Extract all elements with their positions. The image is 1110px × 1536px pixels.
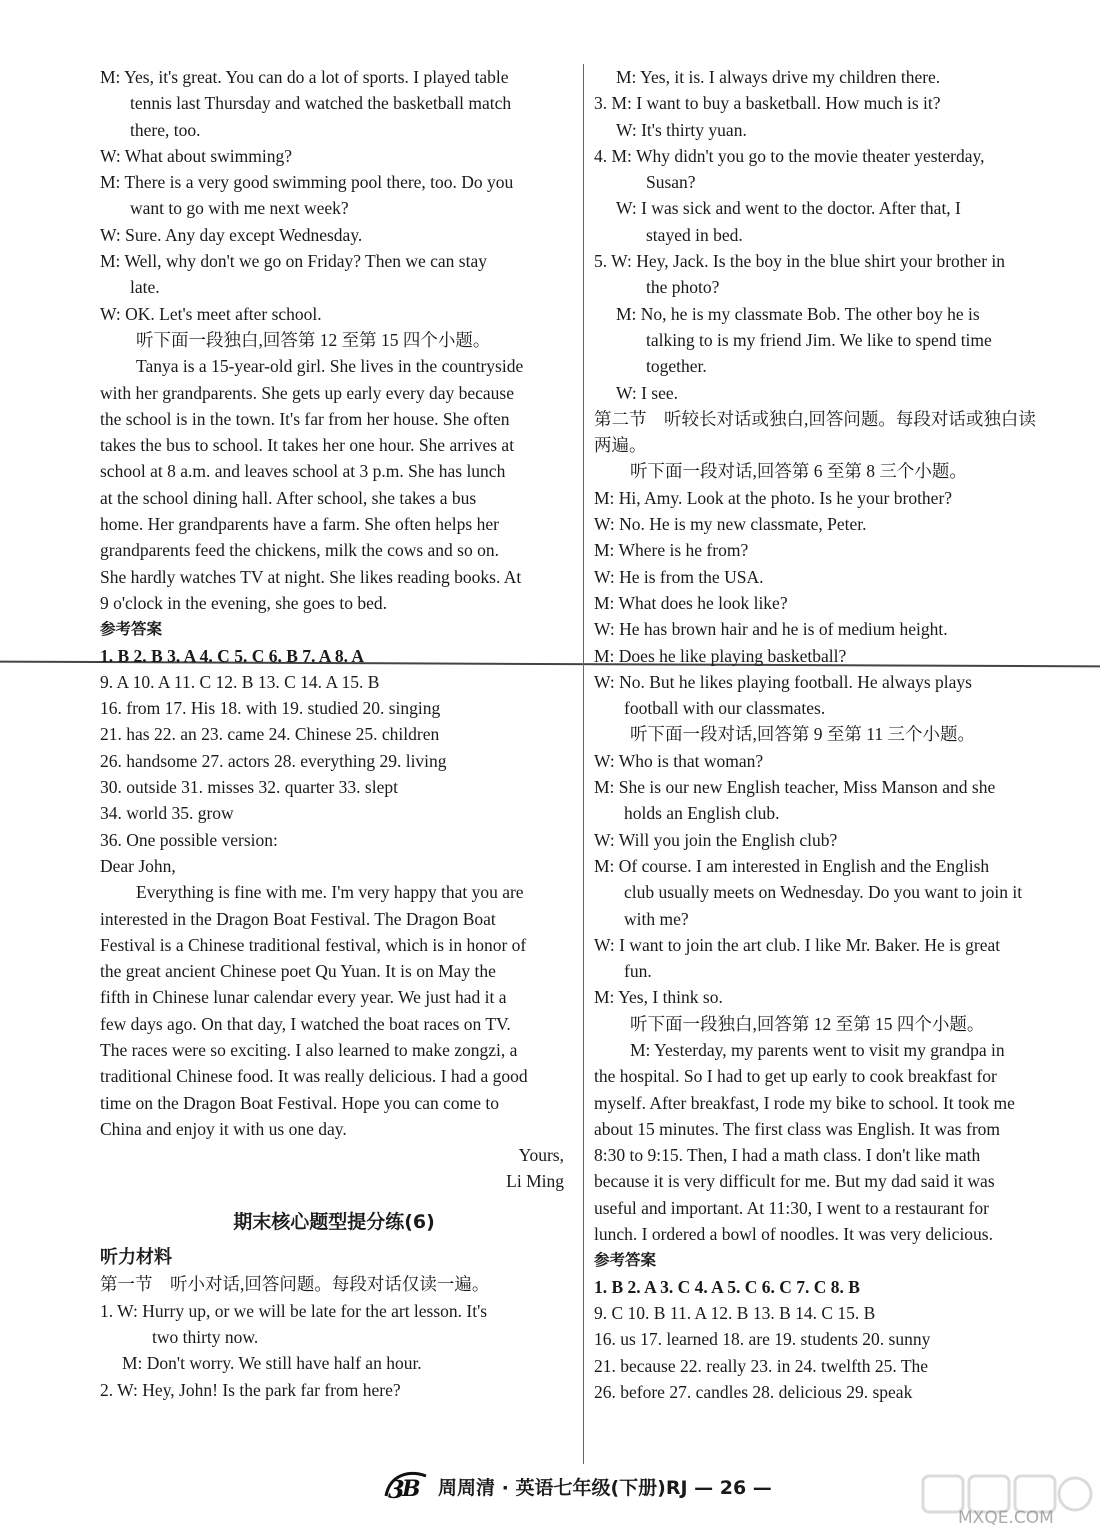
dialogue-line: W: No. But he likes playing football. He always plays [594,671,972,692]
passage-line: at the school dining hall. After school, she takes a bus [100,487,477,508]
dialogue-line: the photo? [646,277,720,298]
passage-line: M: Yesterday, my parents went to visit my grandpa in [630,1039,1005,1060]
left-column [100,64,568,1403]
dialogue-line: W: I see. [616,382,679,403]
letter-line: Festival is a Chinese traditional festival, which is in honor of [100,934,527,955]
dialogue-line: talking to is my friend Jim. We like to spend time [646,329,992,350]
footer-text: 周周清 · 英语七年级(下册)RJ — 26 — [438,1476,772,1499]
dialogue-line: M: She is our new English teacher, Miss Manson and she [594,777,996,798]
dialogue-line: W: Sure. Any day except Wednesday. [100,224,363,245]
dialogue-line: M: Yes, I think so. [594,987,723,1008]
dialogue-line: M: Well, why don't we go on Friday? Then we can stay [100,251,487,272]
right-column [594,64,1054,1405]
dialogue-line: M: Does he like playing basketball? [594,645,847,666]
dialogue-line: football with our classmates. [624,698,826,719]
answers-heading: 参考答案 [100,620,163,639]
letter-greeting: Dear John, [100,855,176,876]
answer-row: 1. B 2. A 3. C 4. A 5. C 6. C 7. C 8. B [594,1276,860,1297]
answer-row: 1. B 2. B 3. A 4. C 5. C 6. B 7. A 8. A [100,645,365,666]
listening-title: 听力材料 [100,1247,172,1269]
letter-line: the great ancient Chinese poet Qu Yuan. It is on May the [100,961,496,982]
passage-line: 8:30 to 9:15. Then, I had a math class. I don't like math [594,1145,981,1166]
letter-signature: Li Ming [506,1171,564,1192]
answer-row: 21. has 22. an 23. came 24. Chinese 25. children [100,724,440,745]
answer-row: 30. outside 31. misses 32. quarter 33. slept [100,777,398,798]
letter-line: fifth in Chinese lunar calendar every year. We just had it a [100,987,507,1008]
dialogue-line: W: He is from the USA. [594,566,764,587]
dialogue-line: club usually meets on Wednesday. Do you want to join it [624,882,1023,903]
dialogue-line: M: Where is he from? [594,540,749,561]
dialogue-line: fun. [624,961,652,982]
answer-row: 26. before 27. candles 28. delicious 29. speak [594,1381,913,1402]
dialogue-line: M: Don't worry. We still have half an hour. [122,1353,422,1374]
dialogue-line: M: Yes, it is. I always drive my children there. [616,67,941,87]
publisher-logo-icon [380,1466,432,1506]
section-instruction: 第二节 听较长对话或独白,回答问题。每段对话或独白读 [594,408,1036,429]
letter-line: China and enjoy it with us one day. [100,1118,347,1139]
answer-row: 21. because 22. really 23. in 24. twelfth 25. The [594,1355,929,1376]
passage-line: takes the bus to school. It takes her one hour. She arrives at [100,435,515,456]
passage-line: because it is very difficult for me. But my dad said it was [594,1171,995,1192]
dialogue-line: 1. W: Hurry up, or we will be late for the art lesson. It's [100,1300,488,1321]
passage-line: myself. After breakfast, I rode my bike to school. It took me [594,1092,1015,1113]
watermark-text: MXQE.COM [958,1508,1054,1528]
answer-row: 9. A 10. A 11. C 12. B 13. C 14. A 15. B [100,671,380,692]
dialogue-line: W: Who is that woman? [594,750,764,771]
passage-line: lunch. I ordered a bowl of noodles. It was very delicious. [594,1224,993,1245]
dialogue-line: M: Hi, Amy. Look at the photo. Is he your brother? [594,487,953,508]
dialogue-line: holds an English club. [624,803,780,824]
passage-line: useful and important. At 11:30, I went to a restaurant for [594,1197,989,1218]
dialogue-line: together. [646,356,707,377]
dialogue-line: 3. M: I want to buy a basketball. How much is it? [594,93,941,114]
passage-line: school at 8 a.m. and leaves school at 3 p.m. She has lunch [100,461,506,482]
section-instruction: 听下面一段对话,回答第 6 至第 8 三个小题。 [630,461,967,482]
dialogue-line: W: He has brown hair and he is of medium height. [594,619,948,640]
letter-line: traditional Chinese food. It was really delicious. I had a good [100,1066,528,1087]
letter-line: Everything is fine with me. I'm very happy that you are [136,882,524,903]
dialogue-line: there, too. [130,119,201,140]
passage-line: grandparents feed the chickens, milk the cows and so on. [100,540,499,561]
answer-row: 34. world 35. grow [100,803,234,824]
dialogue-line: 2. W: Hey, John! Is the park far from here? [100,1379,401,1400]
answer-row: 26. handsome 27. actors 28. everything 29. living [100,750,447,771]
passage-line: She hardly watches TV at night. She likes reading books. At [100,566,522,587]
dialogue-line: W: No. He is my new classmate, Peter. [594,514,867,535]
dialogue-line: M: There is a very good swimming pool there, too. Do you [100,172,514,193]
answer-row: 9. C 10. B 11. A 12. B 13. B 14. C 15. B [594,1302,876,1323]
dialogue-line: W: Will you join the English club? [594,829,838,850]
passage-line: the school is in the town. It's far from her house. She often [100,408,510,429]
letter-line: time on the Dragon Boat Festival. Hope you can come to [100,1092,500,1113]
passage-line: home. Her grandparents have a farm. She often helps her [100,514,499,535]
passage-line: 9 o'clock in the evening, she goes to bed. [100,592,387,613]
dialogue-line: M: What does he look like? [594,592,788,613]
dialogue-line: W: I want to join the art club. I like Mr. Baker. He is great [594,934,1001,955]
svg-text:3: 3 [388,1475,405,1504]
letter-line: few days ago. On that day, I watched the boat races on TV. [100,1013,511,1034]
page-footer [380,1466,772,1506]
letter-line: The races were so exciting. I also learned to make zongzi, a [100,1039,518,1060]
answer-row: 36. One possible version: [100,829,278,850]
passage-line: the hospital. So I had to get up early to cook breakfast for [594,1066,997,1087]
dialogue-line: tennis last Thursday and watched the basketball match [130,93,512,114]
dialogue-line: stayed in bed. [646,224,743,245]
section-instruction: 听下面一段独白,回答第 12 至第 15 四个小题。 [630,1013,985,1034]
svg-text:B: B [402,1476,421,1502]
dialogue-line: M: Yes, it's great. You can do a lot of sports. I played table [100,67,509,87]
letter-closing: Yours, [518,1145,564,1166]
dialogue-line: want to go with me next week? [130,198,349,219]
section-instruction: 听下面一段对话,回答第 9 至第 11 三个小题。 [630,724,975,745]
dialogue-line: M: No, he is my classmate Bob. The other boy he is [616,303,980,324]
dialogue-line: late. [130,277,160,298]
dialogue-line: M: Of course. I am interested in English and the English [594,855,990,876]
dialogue-line: two thirty now. [152,1326,259,1347]
passage-line: with her grandparents. She gets up early every day because [100,382,515,403]
answer-row: 16. us 17. learned 18. are 19. students 20. sunny [594,1329,931,1350]
dialogue-line: with me? [624,908,689,929]
answers-heading: 参考答案 [594,1251,657,1270]
passage-line: about 15 minutes. The first class was English. It was from [594,1118,1001,1139]
dialogue-line: W: What about swimming? [100,145,292,166]
dialogue-line: W: OK. Let's meet after school. [100,303,322,324]
section-instruction: 第一节 听小对话,回答问题。每段对话仅读一遍。 [100,1274,490,1295]
dialogue-line: 4. M: Why didn't you go to the movie theater yesterday, [594,145,985,166]
section-instruction: 听下面一段独白,回答第 12 至第 15 四个小题。 [136,329,491,350]
column-divider [583,64,584,1464]
section-title: 期末核心题型提分练(6) [233,1210,435,1233]
dialogue-line: Susan? [646,172,696,193]
dialogue-line: W: It's thirty yuan. [616,119,747,140]
letter-line: interested in the Dragon Boat Festival. The Dragon Boat [100,908,496,929]
dialogue-line: 5. W: Hey, Jack. Is the boy in the blue shirt your brother in [594,251,1006,272]
section-instruction: 两遍。 [594,435,647,456]
answer-row: 16. from 17. His 18. with 19. studied 20. singing [100,698,441,719]
passage-line: Tanya is a 15-year-old girl. She lives in the countryside [136,356,524,377]
dialogue-line: W: I was sick and went to the doctor. After that, I [616,198,961,219]
